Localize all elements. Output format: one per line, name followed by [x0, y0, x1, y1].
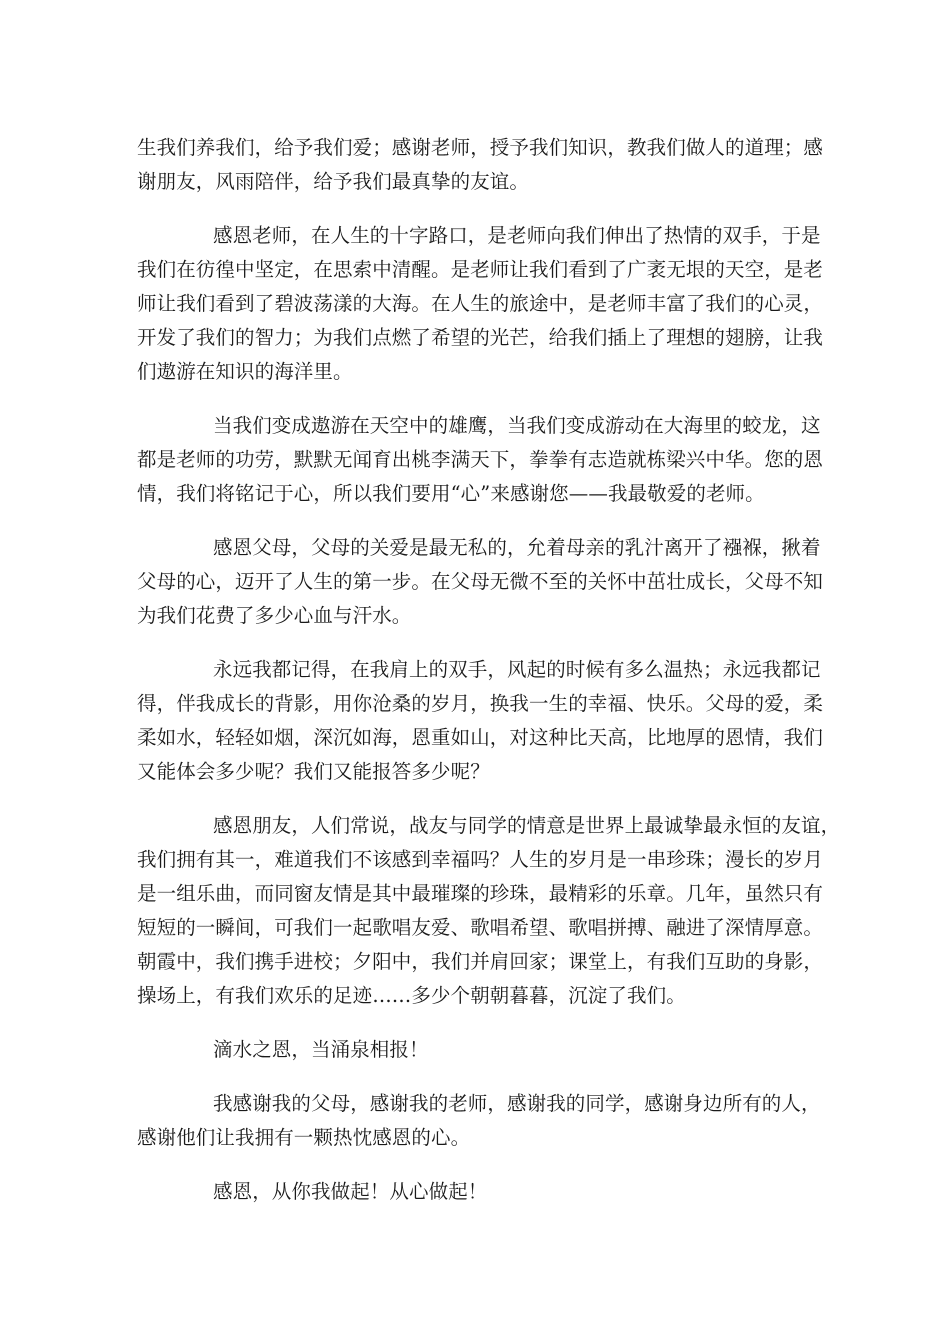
paragraph [137, 1033, 827, 1067]
paragraph-line: 滴水之恩，当涌泉相报！ [213, 1038, 429, 1061]
paragraph-line: 感恩老师，在人生的十字路口，是老师向我们伸出了热情的双手，于是 [213, 224, 821, 247]
paragraph-line: 我们拥有其一，难道我们不该感到幸福吗？人生的岁月是一串珍珠；漫长的岁月 [137, 848, 824, 871]
paragraph-line: 为我们花费了多少心血与汗水。 [137, 604, 412, 627]
paragraph [137, 531, 827, 633]
document-body [137, 131, 841, 1229]
paragraph [137, 653, 827, 789]
paragraph-line: 短短的一瞬间，可我们一起歌唱友爱、歌唱希望、歌唱拼搏、融进了深情厚意。 [137, 916, 824, 939]
paragraph-line: 师让我们看到了碧波荡漾的大海。在人生的旅途中，是老师丰富了我们的心灵， [137, 292, 824, 315]
paragraph-line: 又能体会多少呢？我们又能报答多少呢？ [137, 760, 490, 783]
paragraph-line: 朝霞中，我们携手进校；夕阳中，我们并肩回家；课堂上，有我们互助的身影， [137, 950, 824, 973]
paragraph-line: 永远我都记得，在我肩上的双手，风起的时候有多么温热；永远我都记 [213, 658, 821, 681]
paragraph-line: 生我们养我们，给予我们爱；感谢老师，授予我们知识，教我们做人的道理；感 [137, 136, 824, 159]
paragraph-line: 柔如水，轻轻如烟，深沉如海，恩重如山，对这种比天高，比地厚的恩情，我们 [137, 726, 824, 749]
paragraph [137, 1175, 827, 1209]
paragraph-line: 都是老师的功劳，默默无闻育出桃李满天下，拳拳有志造就栋梁兴中华。您的恩 [137, 448, 824, 471]
paragraph [137, 809, 841, 1013]
paragraph-line: 感恩朋友，人们常说，战友与同学的情意是世界上最诚挚最永恒的友谊， [213, 814, 841, 837]
paragraph [137, 409, 827, 511]
paragraph [137, 1087, 827, 1155]
paragraph-line: 开发了我们的智力；为我们点燃了希望的光芒，给我们插上了理想的翅膀，让我 [137, 326, 824, 349]
paragraph-line: 们遨游在知识的海洋里。 [137, 360, 353, 383]
paragraph-line: 我感谢我的父母，感谢我的老师，感谢我的同学，感谢身边所有的人， [213, 1092, 821, 1115]
paragraph-line: 情，我们将铭记于心，所以我们要用“心”来感谢您——我最敬爱的老师。 [137, 482, 765, 505]
paragraph [137, 219, 827, 389]
paragraph-line: 操场上，有我们欢乐的足迹……多少个朝朝暮暮，沉淀了我们。 [137, 984, 686, 1007]
paragraph-line: 当我们变成遨游在天空中的雄鹰，当我们变成游动在大海里的蛟龙，这 [213, 414, 821, 437]
paragraph-line: 谢朋友，风雨陪伴，给予我们最真挚的友谊。 [137, 170, 530, 193]
paragraph [137, 131, 827, 199]
paragraph-line: 感恩父母，父母的关爱是最无私的，允着母亲的乳汁离开了襁褓，揪着 [213, 536, 821, 559]
paragraph-line: 我们在彷徨中坚定，在思索中清醒。是老师让我们看到了广袤无垠的天空，是老 [137, 258, 824, 281]
paragraph-line: 父母的心，迈开了人生的第一步。在父母无微不至的关怀中茁壮成长，父母不知 [137, 570, 824, 593]
paragraph-line: 得，伴我成长的背影，用你沧桑的岁月，换我一生的幸福、快乐。父母的爱，柔 [137, 692, 824, 715]
paragraph-line: 是一组乐曲，而同窗友情是其中最璀璨的珍珠，最精彩的乐章。几年，虽然只有 [137, 882, 824, 905]
paragraph-line: 感恩，从你我做起！从心做起！ [213, 1180, 488, 1203]
paragraph-line: 感谢他们让我拥有一颗热忱感恩的心。 [137, 1126, 471, 1149]
